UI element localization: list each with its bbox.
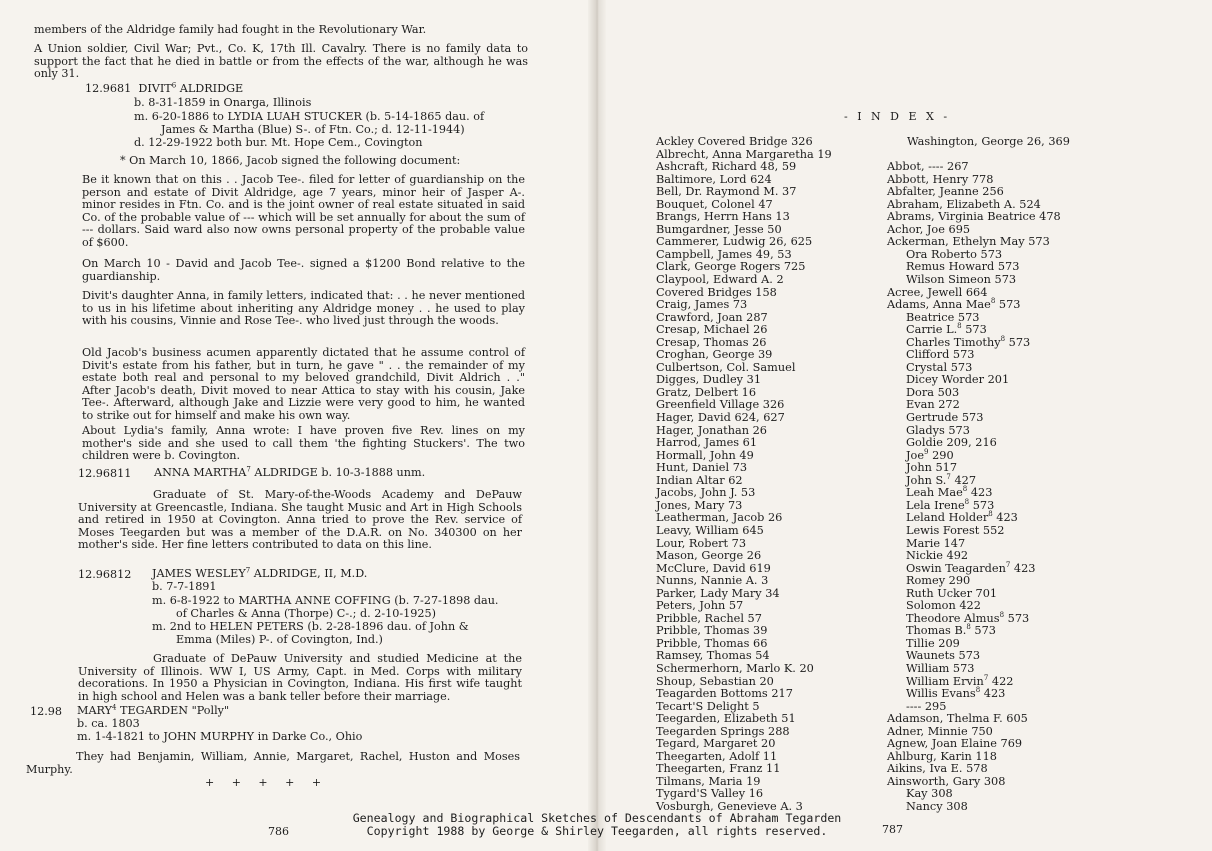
index-subentry [887,801,1070,814]
generation-number: 8 [964,498,970,507]
index-entry-text: John 517 [906,461,958,475]
index-entry-text: Lela Irene [906,498,965,512]
index-entry-text: Gladys 573 [906,423,970,437]
divit-note [120,155,460,168]
index-entry: Hager, Jonathan 26 [656,423,767,437]
index-entry-text: Joe [906,448,925,462]
james-gen: 7 [245,566,251,575]
index-entry-text: Wilson Simeon 573 [906,273,1017,287]
generation-number: 8 [957,322,962,331]
index-entry: Cresap, Thomas 26 [656,335,767,349]
generation-number: 8 [988,510,993,519]
james-birth: b. 7-7-1891 [152,580,217,593]
divit-gen: 6 [171,81,177,90]
james-marriage-1: m. 6-8-1922 to MARTHA ANNE COFFING (b. 7-27-1898 dau. [152,594,499,607]
index-column-1 [656,136,832,814]
anna-bio: Graduate of St. Mary-of-the-Woods Academy and DePauw University at Greencastle, Indiana. She taught Music and Art in High Schools and retired in 1950 at Covington. Anna tried to prove the Rev. service of Moses Teegarden but was a member of the D.A.R. on No. 340300 on her mother's side. Her fine letters contributed to data on this line. [78,488,522,552]
index-entry: Tegard, Margaret 20 [656,737,776,751]
anna-number: 12.96811 [78,467,132,480]
divit-name: DIVIT [138,82,172,95]
james-marriage-2-cont: Emma (Miles) P-. of Covington, Ind.) [176,633,383,646]
index-entry-text: Thomas B. [906,624,967,638]
index-entry-text: John S. [906,473,947,487]
mary-birth: b. ca. 1803 [77,717,140,730]
index-entry-text: Leland Holder [906,511,989,525]
divit-marriage: m. 6-20-1886 to LYDIA LUAH STUCKER (b. 5-14-1865 dau. of [134,110,485,123]
anna-gen: 7 [246,465,251,474]
index-entry: Shoup, Sebastian 20 [656,674,774,688]
index-page-ref: 573 [995,298,1021,312]
mary-heading [77,705,229,718]
index-entry: Claypool, Edward A. 2 [656,273,784,287]
james-number: 12.96812 [78,568,132,581]
divit-surname: ALDRIDGE [176,82,244,95]
index-entry-text: Achor, Joe 695 [887,222,971,236]
generation-number: 7 [946,473,951,481]
asterisk-icon: * [120,154,126,167]
index-entry: McClure, David 619 [656,561,771,575]
index-page-ref: 423 [1010,561,1036,575]
index-entry-text: Crystal 573 [906,360,973,374]
index-entry-text: Nickie 492 [906,549,969,563]
index-entry: Teegarden, Elizabeth 51 [656,712,796,726]
index-entry: Hormall, John 49 [656,448,754,462]
index-entry: Tilmans, Maria 19 [656,774,761,788]
index-page-ref: 573 [969,498,995,512]
index-entry-text: Adams, Anna Mae [887,298,991,312]
index-entry: Baltimore, Lord 624 [656,172,772,186]
index-entry-text: Abfalter, Jeanne 256 [887,185,1004,199]
index-entry-text: Kay 308 [906,787,953,801]
index-entry: Pribble, Rachel 57 [656,611,762,625]
index-entry: Campbell, James 49, 53 [656,247,792,261]
generation-number: 8 [975,686,981,695]
generation-number: 8 [966,623,971,632]
index-entry-text: Nancy 308 [906,799,968,813]
lydia-family-paragraph: About Lydia's family, Anna wrote: I have proven five Rev. lines on my mother's side and she used to call them 'the fighting Stuckers'. The two children were b. Covington. [82,424,525,463]
index-entry-text: Oswin Teagarden [906,561,1006,575]
index-entry-text: Carrie L. [906,323,958,337]
index-entry-text: Ackerman, Ethelyn May 573 [887,235,1050,249]
index-page-ref: 427 [950,473,977,487]
index-entry-text: Dora 503 [906,385,960,399]
right-page-number: 787 [882,823,903,836]
index-entry: Pribble, Thomas 39 [656,624,768,638]
divit-note-text: On March 10, 1866, Jacob signed the following document: [129,154,461,167]
index-entry: Mason, George 26 [656,549,762,563]
index-entry-text: Acree, Jewell 664 [887,285,988,299]
index-entry: Vosburgh, Genevieve A. 3 [656,799,803,813]
index-entry: Pribble, Thomas 66 [656,636,768,650]
index-entry: Hunt, Daniel 73 [656,461,748,475]
index-entry: Jones, Mary 73 [656,498,743,512]
index-entry: Digges, Dudley 31 [656,373,762,387]
divit-marriage-cont: James & Martha (Blue) S-. of Ftn. Co.; d. 12-11-1944) [161,123,465,136]
anna-heading [154,467,425,480]
generation-number: 8 [962,485,968,494]
index-entry: Crawford, Joan 287 [656,310,768,324]
union-soldier-paragraph: A Union soldier, Civil War; Pvt., Co. K, 17th Ill. Cavalry. There is no family data to support the fact that he died in battle or from the effects of the war, although he was only 31. [34,42,528,81]
index-entry: Bouquet, Colonel 47 [656,197,773,211]
index-entry-text: Abrams, Virginia Beatrice 478 [887,210,1061,224]
index-entry-text: Lewis Forest 552 [906,523,1005,537]
index-entry: Ashcraft, Richard 48, 59 [656,160,797,174]
index-page-ref: 573 [970,624,996,638]
index-entry: Cresap, Michael 26 [656,323,768,337]
james-name: JAMES WESLEY [152,567,246,580]
index-entry: Jacobs, John J. 53 [656,486,756,500]
james-bio: Graduate of DePauw University and studied Medicine at the University of Illinois. WW I, US Army, Capt. in Med. Corps with military decorations. In 1950 a Physician in Covington, Indiana. His first wife taught in high school and Helen was a bank teller before their marriage. [78,652,522,703]
index-entry-text: Gertrude 573 [906,411,984,425]
index-entry-text: Adamson, Thelma F. 605 [887,712,1028,726]
divit-heading [85,83,243,96]
book-gutter [588,0,606,851]
index-entry-text: Ora Roberto 573 [906,247,1003,261]
index-entry-text: Abbott, Henry 778 [887,172,994,186]
index-entry-text: Ainsworth, Gary 308 [887,774,1006,788]
generation-number: 8 [990,297,996,306]
index-entry-text: Beatrice 573 [906,310,980,324]
index-entry: Culbertson, Col. Samuel [656,360,796,374]
index-entry: Leavy, William 645 [656,523,764,537]
section-divider: + + + + + [205,776,322,789]
index-entry: Clark, George Rogers 725 [656,260,806,274]
left-page-number: 786 [268,825,289,838]
mary-name: MARY [77,704,112,717]
index-page-ref: 423 [992,511,1018,525]
index-entry: Theegarten, Adolf 11 [656,749,778,763]
generation-number: 8 [999,611,1005,620]
index-entry: Covered Bridges 158 [656,285,777,299]
index-entry: Hager, David 624, 627 [656,411,785,425]
index-entry: Lour, Robert 73 [656,536,747,550]
guardianship-paragraph: Be it known that on this . . Jacob Tee-. filed for letter of guardianship on the person and estate of Divit Aldridge, age 7 years, minor heir of Jasper A-. minor resides in Ftn. Co. and is the joint owner of real estate situated in said Co. of the probable value of --- which will be set annually for about the sum of --- dollars. Said ward also now owns personal property of the probable value of $600. [82,173,525,249]
index-page-ref: 290 [928,448,954,462]
index-entry: Parker, Lady Mary 34 [656,586,780,600]
index-entry: Leatherman, Jacob 26 [656,511,783,525]
index-entry-text: Ruth Ucker 701 [906,586,998,600]
generation-number: 7 [1005,560,1011,569]
index-entry-text: Remus Howard 573 [906,260,1020,274]
index-entry-text: Abbot, ---- 267 [887,160,969,174]
index-entry-text: ---- 295 [906,699,947,713]
mary-children: They had Benjamin, William, Annie, Margaret, Rachel, Huston and Moses Murphy. [26,750,520,776]
index-entry: Brangs, Herrn Hans 13 [656,210,790,224]
james-heading [152,568,367,581]
divit-birth: b. 8-31-1859 in Onarga, Illinois [134,96,312,109]
index-entry-text: Adner, Minnie 750 [887,724,993,738]
anna-name: ANNA MARTHA [154,466,247,479]
index-page-ref: 573 [961,323,987,337]
index-page-ref: 423 [980,687,1006,701]
anna-rest: ALDRIDGE b. 10-3-1888 unm. [250,466,426,479]
index-entry: Bumgardner, Jesse 50 [656,222,782,236]
divit-death: d. 12-29-1922 both bur. Mt. Hope Cem., Covington [134,136,423,149]
index-entry: Teagarden Bottoms 217 [656,687,793,701]
index-page-ref: 422 [988,674,1014,688]
mary-number: 12.98 [30,705,63,718]
index-entry-text: Marie 147 [906,536,966,550]
business-paragraph: Old Jacob's business acumen apparently dictated that he assume control of Divit's estate from his father, but in turn, he gave " . . the remainder of my estate both real and personal to my beloved grandchild, Divit Aldrich . ." After Jacob's death, Divit moved to near Attica to stay with his cousin, Jake Tee-. Afterward, although Jake and Lizzie were very good to him, he wanted to strike out for himself and make his own way. [82,346,525,422]
index-entry: Tecart'S Delight 5 [656,699,760,713]
index-entry [887,136,1070,149]
index-entry-text: Aikins, Iva E. 578 [887,762,988,776]
index-title: - I N D E X - [844,110,951,123]
index-entry: Bell, Dr. Raymond M. 37 [656,185,797,199]
index-entry-text: Romey 290 [906,574,971,588]
index-entry: Craig, James 73 [656,298,748,312]
james-marriage-2: m. 2nd to HELEN PETERS (b. 2-28-1896 dau. of John & [152,620,469,633]
index-entry: Greenfield Village 326 [656,398,785,412]
index-entry: Harrod, James 61 [656,436,758,450]
index-entry: Schermerhorn, Marlo K. 20 [656,661,814,675]
index-entry-text: Goldie 209, 216 [906,436,997,450]
index-entry: Ramsey, Thomas 54 [656,649,770,663]
index-entry: Cammerer, Ludwig 26, 625 [656,235,813,249]
index-entry-text: Evan 272 [906,398,960,412]
footer-title: Genealogy and Biographical Sketches of Descendants of Abraham Tegarden [352,811,842,825]
divit-number: 12.9681 [85,82,132,95]
index-entry-text: Clifford 573 [906,348,975,362]
index-entry-text: William 573 [906,661,975,675]
index-entry: Gratz, Delbert 16 [656,385,757,399]
anna-letters-paragraph: Divit's daughter Anna, in family letters, indicated that: . . he never mentioned to us in his lifetime about inheriting any Aldridge money . . he used to play with his cousins, Vinnie and Rose Tee-. who lived just through the woods. [82,289,525,328]
mary-marriage: m. 1-4-1821 to JOHN MURPHY in Darke Co., Ohio [77,730,363,743]
index-entry-text: Leah Mae [906,486,963,500]
generation-number: 9 [924,447,929,456]
footer [327,812,867,838]
index-entry-text: Washington, George 26, 369 [907,135,1070,148]
index-entry: Indian Altar 62 [656,473,743,487]
james-rest: ALDRIDGE, II, M.D. [250,567,368,580]
index-page-ref: 573 [1004,611,1030,625]
index-entry-text: Dicey Worder 201 [906,373,1010,387]
index-entry-text: Abraham, Elizabeth A. 524 [887,197,1041,211]
bond-paragraph: On March 10 - David and Jacob Tee-. signed a $1200 Bond relative to the guardianship. [82,257,525,283]
index-entry-text: Willis Evans [906,687,976,701]
footer-copyright: Copyright 1988 by George & Shirley Teegarden, all rights reserved. [366,824,828,838]
index-page-ref: 573 [1005,335,1031,349]
index-entry: Croghan, George 39 [656,348,773,362]
index-entry: Peters, John 57 [656,599,744,613]
index-page-ref: 423 [967,486,993,500]
generation-number: 7 [983,673,989,682]
mary-gen: 4 [112,703,117,712]
index-entry: Ackley Covered Bridge 326 [656,135,813,148]
index-entry-text: Theodore Almus [906,611,1000,625]
index-entry-text: Waunets 573 [906,649,981,663]
james-marriage-1-cont: of Charles & Anna (Thorpe) C-.; d. 2-10-1925) [176,607,437,620]
index-entry-text: Solomon 422 [906,599,981,613]
index-entry: Tygard'S Valley 16 [656,787,764,801]
index-entry: Nunns, Nannie A. 3 [656,574,769,588]
generation-number: 8 [1000,334,1006,343]
index-column-2 [887,136,1070,814]
top-line: members of the Aldridge family had fought in the Revolutionary War. [34,23,427,36]
index-entry-text: William Ervin [906,674,984,688]
mary-rest: TEGARDEN "Polly" [116,704,230,717]
index-entry-text: Agnew, Joan Elaine 769 [887,737,1023,751]
index-entry: Theegarten, Franz 11 [656,762,781,776]
index-entry: Teegarden Springs 288 [656,724,790,738]
index-entry: Albrecht, Anna Margaretha 19 [656,147,832,161]
index-entry-text: Tillie 209 [906,636,960,650]
index-entry-text: Ahlburg, Karin 118 [887,749,997,763]
index-entry-text: Charles Timothy [906,335,1001,349]
